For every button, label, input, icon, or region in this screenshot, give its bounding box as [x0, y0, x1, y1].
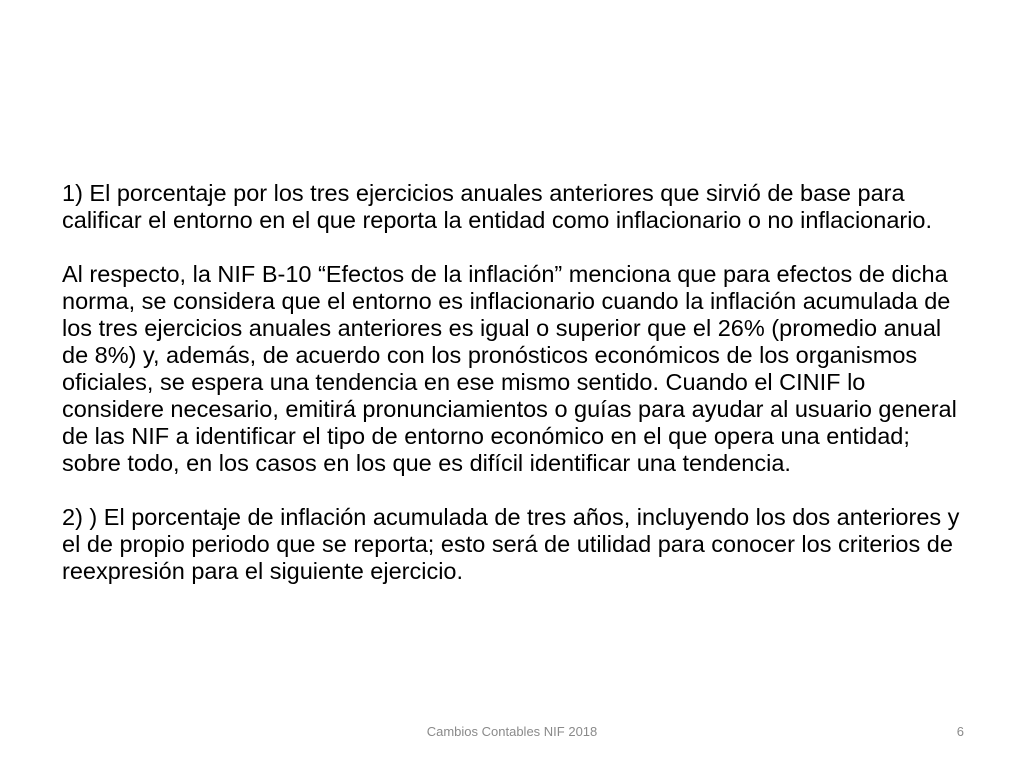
slide-body [62, 180, 962, 612]
paragraph-2: Al respecto, la NIF B-10 “Efectos de la inflación” menciona que para efectos de dicha norma, se considera que el entorno es inflacionario cuando la inflación acumulada de los tres ejercicios anuales anteriores es igual o superior que el 26% (promedio anual de 8%) y, además, de acuerdo con los pronósticos económicos de los organismos oficiales, se espera una tendencia en ese mismo sentido. Cuando el CINIF lo considere necesario, emitirá pronunciamientos o guías para ayudar al usuario general de las NIF a identificar el tipo de entorno económico en el que opera una entidad; sobre todo, en los casos en los que es difícil identificar una tendencia. [62, 261, 957, 476]
paragraph-3: 2) ) El porcentaje de inflación acumulada de tres años, incluyendo los dos anteriores y el de propio periodo que se reporta; esto será de utilidad para conocer los criterios de reexpresión para el siguiente ejercicio. [62, 504, 960, 584]
page-number: 6 [956, 724, 964, 739]
paragraph-1: 1) El porcentaje por los tres ejercicios anuales anteriores que sirvió de base para calificar el entorno en el que reporta la entidad como inflacionario o no inflacionario. [62, 180, 933, 233]
footer-title: Cambios Contables NIF 2018 [426, 724, 598, 739]
